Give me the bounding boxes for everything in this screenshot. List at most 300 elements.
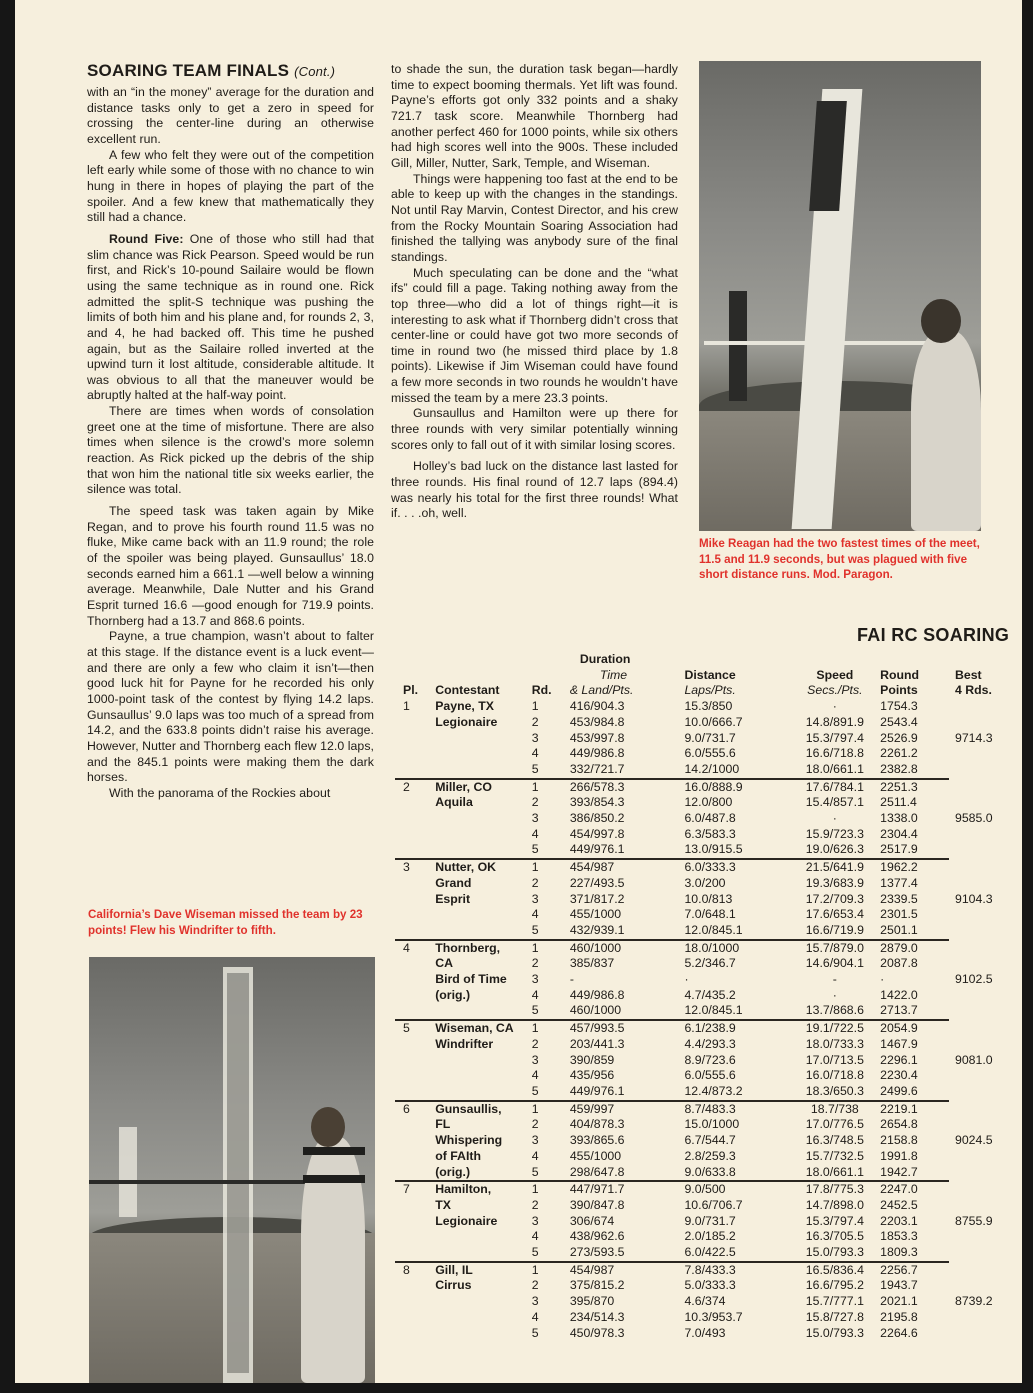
- round-points-cell: 2304.4: [880, 826, 918, 841]
- header-distance-label: Distance: [684, 667, 736, 682]
- paragraph: The speed task was taken again by Mike Regan, and to prove his fourth round 11.5 was no fluke, Mike came back with an 11.9 round; the role of the spoiler was being played. Gunsaullus’ 18.0 seconds earned him a 661.1 —well below a winning average. Meanwhile, Dale Nutter and his Grand Esprit turned 16.6 —good enough for 719.9 points. Thornberg had a 13.7 and 868.6 points.: [87, 504, 374, 628]
- duration-cell: 449/986.8: [569, 746, 625, 761]
- header-pl: Pl.: [403, 683, 419, 698]
- contestant-cell: [435, 827, 528, 843]
- round-points-cell: 1377.4: [880, 875, 918, 890]
- header-duration-sub1: Time: [599, 667, 628, 682]
- best-4-rounds-cell: [949, 1020, 1022, 1037]
- table-row: [395, 1278, 1022, 1294]
- article-title-text: SOARING TEAM FINALS: [87, 61, 290, 80]
- distance-cell: 7.8/433.3: [684, 1262, 736, 1277]
- table-row: [395, 1117, 1022, 1133]
- speed-cell: 17.6/653.4: [805, 907, 864, 922]
- place-cell: 3: [403, 860, 410, 875]
- distance-cell: 3.0/200: [684, 875, 726, 890]
- distance-cell: 15.3/850: [684, 699, 733, 714]
- speed-cell: ·: [832, 699, 837, 714]
- contestant-cell: Bird of Time: [435, 972, 507, 987]
- table-row: [395, 1214, 1022, 1230]
- best-4-rounds-cell: [949, 1101, 1022, 1118]
- table-row: [395, 907, 1022, 923]
- round-number-cell: 1: [531, 699, 539, 714]
- distance-cell: 14.2/1000: [684, 762, 789, 779]
- speed-cell: 15.7/879.0: [805, 940, 864, 955]
- speed-cell: 17.0/713.5: [805, 1052, 864, 1067]
- header-speed-label: Speed: [816, 667, 854, 682]
- contestant-cell: Nutter, OK: [435, 860, 497, 875]
- best-4-rounds-cell: [949, 1117, 1022, 1133]
- best-4-rounds-cell: [949, 1181, 1022, 1198]
- paragraph: to shade the sun, the duration task began—hardly time to expect booming thermals. Yet lift was found. Payne’s efforts got only 332 points and a shaky 721.7 task score. Meanwhile Thornberg had another perfect 460 for 1000 points, while six others had high scores well into the 900s. These included Gill, Miller, Nutter, Sark, Temple, and Wiseman.: [391, 62, 678, 170]
- duration-cell: 449/976.1: [570, 842, 685, 859]
- speed-cell: ·: [832, 987, 837, 1002]
- place-cell: [395, 1149, 435, 1165]
- round-points-cell: 2543.4: [880, 714, 918, 729]
- round-number-cell: 4: [531, 1229, 539, 1244]
- round-number-cell: 1: [531, 779, 539, 794]
- speed-cell: 18.7/738: [810, 1101, 859, 1116]
- paragraph: Holley’s bad luck on the distance last lasted for three rounds. His final round of 12.7 laps (894.4) was nearly his total for the first three rounds! What if. . . .oh, well.: [391, 459, 678, 521]
- place-cell: 4: [403, 940, 410, 955]
- contestant-cell: Whispering: [435, 1133, 503, 1148]
- distance-cell: 6.7/544.7: [684, 1133, 736, 1148]
- round-number-cell: 5: [528, 1165, 570, 1182]
- round-number-cell: 3: [531, 1213, 539, 1228]
- results-body: [395, 699, 1022, 1341]
- table-row: [395, 1310, 1022, 1326]
- header-distance: [684, 652, 789, 699]
- paragraph: with an “in the money” average for the duration and distance tasks only to get a zero in speed for crossing the center-line during an otherwise excellent run.: [87, 85, 374, 146]
- distance-cell: 16.0/888.9: [684, 779, 743, 794]
- paragraph: There are times when words of consolation greet one at the time of misfortune. There are also times when silence is the crowd’s more solemn reaction. As Rick picked up the debris of the ship that won him the national title six weeks earlier, the silence was total.: [87, 404, 374, 497]
- best-4-rounds-cell: [949, 988, 1022, 1004]
- table-row: [395, 1037, 1022, 1053]
- results-table: [395, 652, 1022, 1341]
- round-number-cell: 2: [531, 714, 539, 729]
- paragraph: Payne, a true champion, wasn’t about to falter at this stage. If the distance event is a luck event—and there are only a few who claim it isn’t—then good luck hit for Payne for he recorded his only 1000-point task of the contest by flying 14.2 laps. Gunsaullus’ 9.0 laps was too much of a spread from 14.2, and the 633.8 points didn’t raise his average. However, Nutter and Thornberg each flew 12.0 laps, and the 845.1 points were making them the dark horses.: [87, 629, 374, 785]
- contestant-cell: Miller, CO: [435, 779, 492, 794]
- speed-cell: 15.8/727.8: [805, 1309, 864, 1324]
- table-row: [395, 1262, 1022, 1279]
- best-4-rounds-cell: [949, 746, 1022, 762]
- contestant-cell: [435, 1068, 528, 1084]
- distance-cell: 2.8/259.3: [684, 1148, 736, 1163]
- contestant-cell: (orig.): [435, 987, 471, 1002]
- table-row: [395, 795, 1022, 811]
- table-row: [395, 762, 1022, 779]
- place-cell: 7: [403, 1182, 410, 1197]
- duration-cell: 332/721.7: [570, 762, 685, 779]
- place-cell: [395, 746, 435, 762]
- round-number-cell: 4: [531, 987, 539, 1002]
- table-row: [395, 892, 1022, 908]
- header-contestant: Contestant: [435, 683, 500, 698]
- place-cell: [395, 1214, 435, 1230]
- table-row: [395, 1053, 1022, 1069]
- header-speed-sub: Secs./Pts.: [807, 683, 863, 698]
- speed-cell: 17.2/709.3: [805, 891, 864, 906]
- paragraph-text: One of those who still had that slim chance was Rick Pearson. Speed would be run first, and Rick’s 10-pound Sailaire would be flown using the same technique as in round one. Rick admitted the split-S technique was pushing the limits of both him and his plane and, for rounds 2, 3, and 4, he had backed off. This time he pushed again, but as the Sailaire rolled inverted at the upwind turn it lost altitude, considerable altitude. It was obvious to all that the maneuver would be abruptly halted at the half-way point.: [87, 231, 374, 403]
- best-4-rounds-cell: [949, 699, 1022, 715]
- round-points-cell: 2526.9: [880, 730, 918, 745]
- speed-cell: -: [832, 972, 837, 987]
- place-cell: 2: [403, 779, 410, 794]
- duration-cell: 447/971.7: [569, 1182, 625, 1197]
- distance-cell: 12.0/800: [684, 795, 733, 810]
- round-points-cell: 2339.5: [880, 891, 918, 906]
- place-cell: 6: [403, 1101, 410, 1116]
- round-number-cell: 3: [531, 891, 539, 906]
- round-number-cell: 4: [531, 746, 539, 761]
- table-row: [395, 779, 1022, 796]
- place-cell: [395, 923, 435, 940]
- table-row: [395, 731, 1022, 747]
- round-points-cell: 2511.4: [880, 795, 917, 810]
- round-points-cell: 1853.3: [880, 1229, 918, 1244]
- distance-cell: 9.0/500: [684, 1182, 726, 1197]
- distance-cell: 8.7/483.3: [684, 1101, 736, 1116]
- distance-cell: 12.4/873.2: [684, 1084, 789, 1101]
- round-number-cell: 4: [531, 826, 539, 841]
- distance-cell: 10.0/813: [684, 891, 733, 906]
- duration-cell: 371/817.2: [569, 891, 625, 906]
- round-points-cell: 1809.3: [880, 1245, 949, 1262]
- distance-cell: ·: [684, 972, 689, 987]
- header-duration: [570, 652, 685, 699]
- round-number-cell: 2: [531, 956, 539, 971]
- distance-cell: 6.0/555.6: [684, 746, 736, 761]
- speed-cell: 15.4/857.1: [805, 795, 864, 810]
- article-title: [87, 60, 374, 83]
- best-4-rounds-cell: [949, 1262, 1022, 1279]
- duration-cell: 404/878.3: [569, 1117, 625, 1132]
- best-4-rounds-cell: [949, 827, 1022, 843]
- round-points-cell: 2296.1: [880, 1052, 918, 1067]
- distance-cell: 6.3/583.3: [684, 826, 736, 841]
- place-cell: [395, 1068, 435, 1084]
- table-row: [395, 923, 1022, 940]
- best-4-rounds-cell: 9104.3: [955, 891, 993, 906]
- round-number-cell: 1: [531, 1021, 539, 1036]
- distance-cell: 6.0/333.3: [684, 860, 736, 875]
- speed-cell: 18.0/733.3: [805, 1036, 864, 1051]
- table-row: [395, 1133, 1022, 1149]
- table-row: [395, 988, 1022, 1004]
- paragraph: Things were happening too fast at the end to be able to keep up with the changes in the standings. Not until Ray Marvin, Contest Director, and his crew from the Rocky Mountain Soaring Association had finished the tallying was anybody sure of the final standings.: [391, 171, 678, 264]
- round-points-cell: 2021.1: [880, 1294, 918, 1309]
- table-row: [395, 1294, 1022, 1310]
- contestant-cell: [435, 907, 528, 923]
- distance-cell: 10.3/953.7: [684, 1309, 743, 1324]
- duration-cell: 453/984.8: [569, 714, 625, 729]
- duration-cell: 298/647.8: [570, 1165, 685, 1182]
- table-header-row: [395, 652, 1022, 699]
- place-cell: [395, 795, 435, 811]
- speed-cell: 21.5/641.9: [805, 860, 864, 875]
- duration-cell: 450/978.3: [569, 1325, 625, 1340]
- round-number-cell: 5: [528, 923, 570, 940]
- contestant-cell: TX: [435, 1197, 451, 1212]
- contestant-cell: [435, 1245, 528, 1262]
- contestant-cell: [435, 811, 528, 827]
- place-cell: 1: [403, 699, 410, 714]
- header-distance-sub: Laps/Pts.: [684, 683, 736, 698]
- speed-cell: 16.6/795.2: [805, 1278, 864, 1293]
- place-cell: [395, 956, 435, 972]
- best-4-rounds-cell: [949, 1245, 1022, 1262]
- place-cell: [395, 892, 435, 908]
- place-cell: 8: [403, 1262, 410, 1277]
- round-number-cell: 5: [528, 1003, 570, 1020]
- duration-cell: 416/904.3: [569, 699, 625, 714]
- duration-cell: 375/815.2: [569, 1278, 625, 1293]
- round-points-cell: 1943.7: [880, 1278, 918, 1293]
- best-4-rounds-cell: [949, 1149, 1022, 1165]
- header-round-sub: Points: [880, 683, 918, 698]
- round-points-cell: 2264.6: [880, 1325, 918, 1340]
- place-cell: [395, 842, 435, 859]
- round-number-cell: 3: [531, 730, 539, 745]
- contestant-cell: Esprit: [435, 891, 471, 906]
- best-4-rounds-cell: [949, 1278, 1022, 1294]
- distance-cell: 13.0/915.5: [684, 842, 789, 859]
- distance-cell: 18.0/1000: [684, 940, 740, 955]
- speed-cell: 17.6/784.1: [805, 779, 864, 794]
- duration-cell: 393/854.3: [569, 795, 625, 810]
- round-points-cell: 2654.8: [880, 1117, 918, 1132]
- round-number-cell: 2: [531, 1036, 539, 1051]
- round-number-cell: 1: [531, 1262, 539, 1277]
- contestant-cell: [435, 762, 528, 779]
- speed-cell: 15.0/793.3: [790, 1245, 881, 1262]
- contestant-cell: of FAIth: [435, 1148, 481, 1163]
- speed-cell: 16.3/705.5: [805, 1229, 864, 1244]
- duration-cell: 385/837: [569, 956, 615, 971]
- header-best-sub: 4 Rds.: [955, 683, 992, 698]
- round-number-cell: 4: [531, 1068, 539, 1083]
- speed-cell: 17.0/776.5: [805, 1117, 864, 1132]
- contestant-cell: Grand: [435, 875, 472, 890]
- contestant-cell: Legionaire: [435, 1213, 498, 1228]
- place-cell: [395, 1003, 435, 1020]
- best-4-rounds-cell: [949, 956, 1022, 972]
- round-number-cell: 2: [531, 1197, 539, 1212]
- speed-cell: 16.6/718.8: [805, 746, 864, 761]
- distance-cell: 7.0/493: [684, 1325, 726, 1340]
- speed-cell: 15.7/732.5: [805, 1148, 864, 1163]
- distance-cell: 9.0/731.7: [684, 730, 736, 745]
- best-4-rounds-cell: [949, 907, 1022, 923]
- round-points-cell: 1338.0: [880, 811, 918, 826]
- article-column-1: [87, 60, 374, 802]
- best-4-rounds-cell: [949, 1084, 1022, 1101]
- caption-dave-wiseman: California’s Dave Wiseman missed the team by 23 points! Flew his Windrifter to fifth.: [88, 908, 363, 937]
- table-row: [395, 859, 1022, 876]
- contestant-cell: [435, 1053, 528, 1069]
- round-number-cell: 2: [531, 795, 539, 810]
- speed-cell: 15.7/777.1: [805, 1294, 864, 1309]
- best-4-rounds-cell: [949, 1326, 1022, 1342]
- contestant-cell: [435, 1084, 528, 1101]
- contestant-cell: Windrifter: [435, 1036, 494, 1051]
- speed-cell: 14.8/891.9: [805, 714, 864, 729]
- place-cell: [395, 1198, 435, 1214]
- contestant-cell: [435, 746, 528, 762]
- best-4-rounds-cell: 9081.0: [955, 1052, 993, 1067]
- paragraph: Much speculating can be done and the “what ifs” could fill a page. Taking nothing away from the top three—who did a lot of things right—it is interesting to ask what if Thornberg didn’t cross that center-line or could have got two more seconds of time in round two (he missed third place by 1.8 points). Likewise if Jim Wiseman could have found a few more seconds in two rounds he wouldn’t have missed the team by a mere 23.3 points.: [391, 265, 678, 405]
- contestant-cell: [435, 1326, 528, 1342]
- round-points-cell: 2054.9: [880, 1021, 918, 1036]
- round-points-cell: 1991.8: [880, 1148, 918, 1163]
- best-4-rounds-cell: 9714.3: [955, 730, 993, 745]
- round-points-cell: 1962.2: [880, 860, 918, 875]
- caption-mike-reagan: Mike Reagan had the two fastest times of the meet, 11.5 and 11.9 seconds, but was plagued with five short distance runs. Mod. Paragon.: [699, 537, 980, 582]
- best-4-rounds-cell: [949, 1198, 1022, 1214]
- best-4-rounds-cell: 8755.9: [955, 1213, 993, 1228]
- place-cell: [395, 762, 435, 779]
- place-cell: [395, 1245, 435, 1262]
- duration-cell: 455/1000: [569, 1148, 622, 1163]
- place-cell: [395, 1278, 435, 1294]
- place-cell: [395, 1117, 435, 1133]
- round-points-cell: 2713.7: [880, 1003, 949, 1020]
- paragraph-round-five: [87, 232, 374, 404]
- table-row: [395, 940, 1022, 957]
- duration-cell: 390/859: [569, 1052, 615, 1067]
- contestant-cell: [435, 1003, 528, 1020]
- speed-cell: 18.0/661.1: [790, 762, 881, 779]
- place-cell: [395, 1229, 435, 1245]
- best-4-rounds-cell: [949, 1165, 1022, 1182]
- speed-cell: 13.7/868.6: [790, 1003, 881, 1020]
- distance-cell: 9.0/633.8: [684, 1165, 789, 1182]
- best-4-rounds-cell: [949, 795, 1022, 811]
- table-row: [395, 956, 1022, 972]
- table-row: [395, 715, 1022, 731]
- contestant-cell: [435, 1310, 528, 1326]
- best-4-rounds-cell: [949, 762, 1022, 779]
- best-4-rounds-cell: 9024.5: [955, 1133, 993, 1148]
- duration-cell: 454/987: [569, 860, 615, 875]
- header-duration-label: Duration: [579, 652, 631, 666]
- duration-cell: 390/847.8: [569, 1197, 625, 1212]
- round-points-cell: 2301.5: [880, 907, 918, 922]
- distance-cell: 12.0/845.1: [684, 923, 789, 940]
- place-cell: [395, 988, 435, 1004]
- contestant-cell: Hamilton,: [435, 1182, 492, 1197]
- place-cell: [395, 1053, 435, 1069]
- distance-cell: 5.0/333.3: [684, 1278, 736, 1293]
- round-points-cell: ·: [880, 972, 885, 987]
- best-4-rounds-cell: [949, 859, 1022, 876]
- place-cell: [395, 1133, 435, 1149]
- round-number-cell: 5: [528, 1245, 570, 1262]
- round-points-cell: 2203.1: [880, 1213, 918, 1228]
- speed-cell: 15.9/723.3: [805, 826, 864, 841]
- place-cell: [395, 876, 435, 892]
- best-4-rounds-cell: 9102.5: [955, 972, 993, 987]
- contestant-cell: Aquila: [435, 795, 473, 810]
- round-number-cell: 2: [531, 875, 539, 890]
- speed-cell: 16.5/836.4: [805, 1262, 864, 1277]
- table-row: [395, 699, 1022, 715]
- best-4-rounds-cell: [949, 1037, 1022, 1053]
- header-duration-sub2: & Land/Pts.: [569, 683, 634, 698]
- place-cell: [395, 972, 435, 988]
- duration-cell: 395/870: [569, 1294, 615, 1309]
- speed-cell: 16.3/748.5: [805, 1133, 864, 1148]
- speed-cell: 19.3/683.9: [805, 875, 864, 890]
- best-4-rounds-cell: [949, 842, 1022, 859]
- duration-cell: 455/1000: [569, 907, 622, 922]
- duration-cell: 393/865.6: [569, 1133, 625, 1148]
- distance-cell: 4.6/374: [684, 1294, 726, 1309]
- distance-cell: 4.7/435.2: [684, 987, 736, 1002]
- round-points-cell: 2879.0: [880, 940, 918, 955]
- speed-cell: 17.8/775.3: [805, 1182, 864, 1197]
- duration-cell: -: [569, 972, 574, 987]
- round-number-cell: 4: [531, 1148, 539, 1163]
- round-points-cell: 2247.0: [880, 1182, 918, 1197]
- contestant-cell: CA: [435, 956, 453, 971]
- contestant-cell: Wiseman, CA: [435, 1021, 514, 1036]
- contestant-cell: Gunsaullis,: [435, 1101, 502, 1116]
- header-rd: Rd.: [531, 683, 552, 698]
- header-round-points: [880, 652, 949, 699]
- speed-cell: 16.6/719.9: [790, 923, 881, 940]
- best-4-rounds-cell: [949, 1068, 1022, 1084]
- round-number-cell: 1: [531, 1101, 539, 1116]
- duration-cell: 457/993.5: [569, 1021, 625, 1036]
- round-points-cell: 2501.1: [880, 923, 949, 940]
- round-number-cell: 3: [531, 811, 539, 826]
- article-title-suffix: (Cont.): [294, 64, 336, 79]
- duration-cell: 454/997.8: [569, 826, 625, 841]
- distance-cell: 2.0/185.2: [684, 1229, 736, 1244]
- round-number-cell: 2: [531, 1117, 539, 1132]
- round-number-cell: 5: [531, 1325, 539, 1340]
- round-number-cell: 1: [531, 940, 539, 955]
- duration-cell: 306/674: [569, 1213, 615, 1228]
- speed-cell: 15.3/797.4: [805, 1213, 864, 1228]
- round-number-cell: 1: [531, 1182, 539, 1197]
- duration-cell: 454/987: [569, 1262, 615, 1277]
- contestant-cell: [435, 1229, 528, 1245]
- table-row: [395, 1101, 1022, 1118]
- round-points-cell: 1942.7: [880, 1165, 949, 1182]
- duration-cell: 234/514.3: [569, 1309, 625, 1324]
- round-points-cell: 2219.1: [880, 1101, 918, 1116]
- duration-cell: 459/997: [569, 1101, 615, 1116]
- contestant-cell: Payne, TX: [435, 699, 494, 714]
- contestant-cell: [435, 842, 528, 859]
- distance-cell: 6.0/555.6: [684, 1068, 736, 1083]
- contestant-cell: [435, 923, 528, 940]
- contestant-cell: [435, 731, 528, 747]
- table-row: [395, 876, 1022, 892]
- table-row: [395, 1326, 1022, 1342]
- duration-cell: 435/956: [569, 1068, 615, 1083]
- round-points-cell: 1754.3: [880, 699, 918, 714]
- round-points-cell: 2195.8: [880, 1309, 918, 1324]
- distance-cell: 7.0/648.1: [684, 907, 736, 922]
- table-title: FAI RC SOARING: [857, 625, 1010, 645]
- duration-cell: 203/441.3: [569, 1036, 625, 1051]
- best-4-rounds-cell: [949, 876, 1022, 892]
- duration-cell: 386/850.2: [569, 811, 625, 826]
- distance-cell: 8.9/723.6: [684, 1052, 736, 1067]
- place-cell: [395, 1294, 435, 1310]
